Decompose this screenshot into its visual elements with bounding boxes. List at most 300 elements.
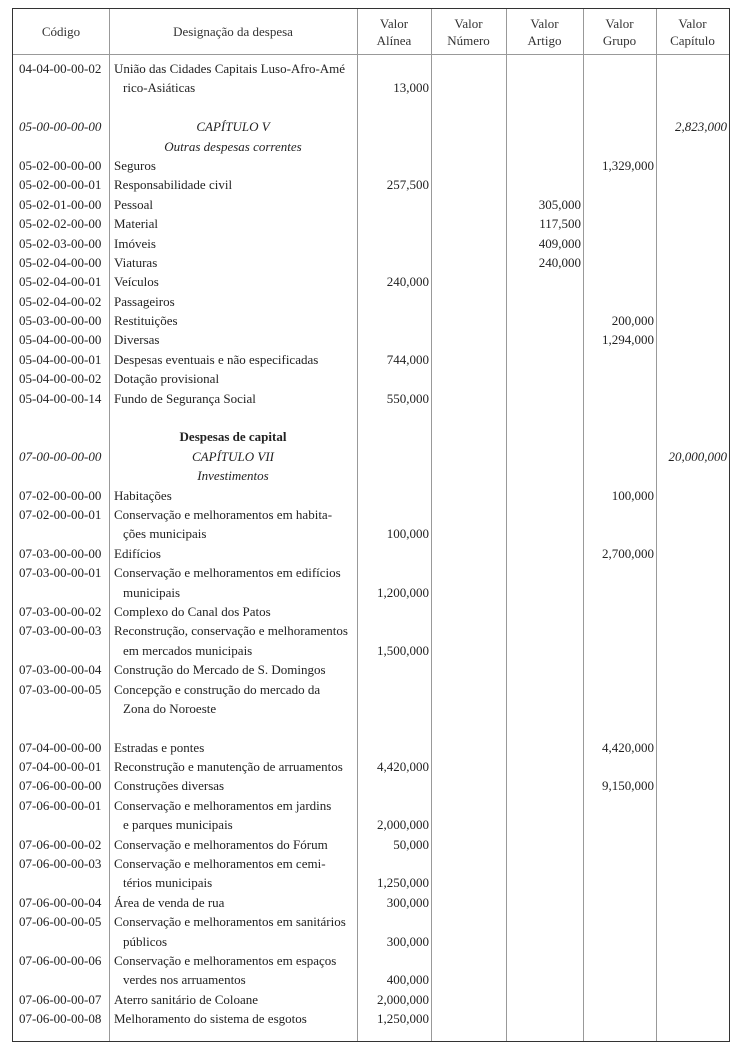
cell-grupo — [583, 583, 656, 602]
cell-alinea — [357, 776, 431, 795]
cell-code — [13, 873, 109, 892]
cell-alinea: 1,250,000 — [377, 875, 429, 891]
cell-alinea — [357, 447, 431, 466]
table-row — [13, 951, 729, 970]
cell-code — [13, 137, 109, 156]
cell-grupo — [583, 234, 656, 253]
cell-alinea — [357, 311, 431, 330]
cell-numero — [431, 311, 506, 330]
cell-desc: CAPÍTULO VII — [192, 448, 274, 464]
header-valor-grupo: Valor Grupo — [602, 15, 637, 48]
cell-code: 05-02-03-00-00 — [19, 235, 102, 251]
cell-numero — [431, 330, 506, 349]
table-row — [13, 369, 729, 388]
cell-code: 07-06-00-00-07 — [19, 991, 102, 1007]
table-row — [13, 195, 729, 214]
cell-capitulo — [656, 330, 729, 349]
cell-artigo — [506, 350, 583, 369]
table-row — [13, 583, 729, 602]
header-codigo: Código — [41, 24, 81, 39]
cell-desc: em mercados municipais — [123, 642, 253, 658]
cell-numero — [431, 369, 506, 388]
cell-numero — [431, 389, 506, 408]
cell-grupo — [583, 427, 656, 446]
table-row — [13, 660, 729, 679]
cell-alinea — [357, 680, 431, 699]
cell-code: 05-02-00-00-01 — [19, 177, 102, 193]
cell-code: 07-06-00-00-06 — [19, 952, 102, 968]
cell-artigo — [506, 660, 583, 679]
cell-artigo — [506, 621, 583, 640]
cell-numero — [431, 602, 506, 621]
cell-grupo — [583, 602, 656, 621]
cell-alinea: 550,000 — [386, 390, 429, 406]
cell-artigo — [506, 990, 583, 1009]
cell-alinea: 300,000 — [386, 933, 429, 949]
table-row — [13, 234, 729, 253]
cell-code: 05-02-04-00-01 — [19, 274, 102, 290]
cell-capitulo — [656, 427, 729, 446]
cell-desc: Conservação e melhoramentos em espaços — [114, 952, 337, 968]
cell-artigo — [506, 796, 583, 815]
cell-capitulo — [656, 524, 729, 543]
cell-grupo — [583, 137, 656, 156]
cell-numero — [431, 873, 506, 892]
cell-desc: União das Cidades Capitais Luso-Afro-Amé — [114, 61, 346, 76]
table-row — [13, 486, 729, 505]
cell-desc: Fundo de Segurança Social — [114, 390, 256, 406]
cell-artigo — [506, 330, 583, 349]
cell-code: 05-03-00-00-00 — [19, 313, 102, 329]
cell-desc: Despesas eventuais e não especificadas — [114, 351, 319, 367]
cell-artigo — [506, 447, 583, 466]
cell-desc: Aterro sanitário de Coloane — [114, 991, 259, 1007]
cell-grupo — [583, 873, 656, 892]
cell-alinea — [357, 486, 431, 505]
table-body — [13, 59, 729, 1029]
cell-numero — [431, 292, 506, 311]
cell-desc: e parques municipais — [123, 817, 233, 833]
cell-alinea: 1,500,000 — [377, 642, 429, 658]
table-header — [13, 9, 729, 55]
cell-grupo — [583, 466, 656, 485]
cell-desc: rico-Asiáticas — [123, 80, 196, 96]
cell-alinea: 100,000 — [386, 526, 429, 542]
cell-desc: Conservação e melhoramentos em jardins — [114, 797, 332, 813]
cell-capitulo — [656, 234, 729, 253]
cell-alinea — [357, 854, 431, 873]
cell-grupo: 4,420,000 — [602, 739, 654, 755]
cell-code: 05-00-00-00-00 — [19, 119, 102, 135]
cell-desc: municipais — [123, 584, 181, 600]
cell-code: 05-04-00-00-02 — [19, 371, 102, 387]
cell-numero — [431, 117, 506, 136]
cell-alinea — [357, 621, 431, 640]
cell-alinea — [357, 602, 431, 621]
cell-artigo — [506, 311, 583, 330]
cell-artigo — [506, 59, 583, 78]
cell-numero — [431, 505, 506, 524]
cell-capitulo — [656, 757, 729, 776]
cell-desc: Estradas e pontes — [114, 739, 205, 755]
cell-desc: Material — [114, 216, 159, 232]
cell-grupo — [583, 524, 656, 543]
cell-desc: Conservação e melhoramentos em edifícios — [114, 565, 341, 581]
cell-capitulo — [656, 563, 729, 582]
cell-artigo — [506, 602, 583, 621]
cell-capitulo — [656, 738, 729, 757]
cell-numero — [431, 137, 506, 156]
cell-desc: Reconstrução e manutenção de arruamentos — [114, 759, 343, 775]
cell-alinea: 400,000 — [386, 972, 429, 988]
cell-code: 05-02-00-00-00 — [19, 157, 102, 173]
cell-alinea — [357, 195, 431, 214]
cell-grupo — [583, 369, 656, 388]
cell-grupo — [583, 447, 656, 466]
table-row — [13, 738, 729, 757]
cell-numero — [431, 253, 506, 272]
cell-grupo — [583, 815, 656, 834]
cell-capitulo — [656, 156, 729, 175]
cell-grupo: 1,329,000 — [602, 157, 654, 173]
cell-capitulo — [656, 699, 729, 718]
cell-artigo — [506, 98, 583, 117]
cell-alinea: 744,000 — [386, 351, 429, 367]
cell-desc: Conservação e melhoramentos do Fórum — [114, 836, 328, 852]
cell-numero — [431, 408, 506, 427]
cell-code: 07-03-00-00-05 — [19, 681, 102, 697]
cell-alinea: 257,500 — [386, 177, 429, 193]
cell-numero — [431, 466, 506, 485]
cell-capitulo — [656, 951, 729, 970]
cell-grupo — [583, 641, 656, 660]
cell-capitulo — [656, 98, 729, 117]
cell-alinea — [357, 466, 431, 485]
cell-desc: Passageiros — [114, 293, 175, 309]
cell-capitulo — [656, 292, 729, 311]
cell-numero — [431, 447, 506, 466]
cell-capitulo — [656, 195, 729, 214]
cell-desc: Habitações — [114, 487, 172, 503]
cell-grupo — [583, 699, 656, 718]
cell-numero — [431, 796, 506, 815]
cell-desc: Construção do Mercado de S. Domingos — [114, 662, 326, 678]
cell-desc: Melhoramento do sistema de esgotos — [114, 1011, 307, 1027]
table-row — [13, 641, 729, 660]
table-row — [13, 214, 729, 233]
cell-artigo — [506, 272, 583, 291]
cell-code: 05-04-00-00-00 — [19, 332, 102, 348]
table-row — [13, 796, 729, 815]
cell-alinea — [357, 718, 431, 737]
cell-code: 07-03-00-00-01 — [19, 565, 102, 581]
cell-artigo — [506, 369, 583, 388]
cell-numero — [431, 78, 506, 97]
table-row — [13, 117, 729, 136]
cell-desc: Edifícios — [114, 545, 161, 561]
cell-numero — [431, 835, 506, 854]
cell-desc: Diversas — [114, 332, 160, 348]
cell-alinea — [357, 59, 431, 78]
cell-grupo — [583, 1009, 656, 1028]
cell-code — [13, 932, 109, 951]
cell-desc: Pessoal — [114, 196, 153, 212]
cell-alinea — [357, 330, 431, 349]
cell-capitulo — [656, 990, 729, 1009]
cell-artigo — [506, 854, 583, 873]
cell-artigo — [506, 1009, 583, 1028]
cell-capitulo — [656, 544, 729, 563]
cell-numero — [431, 932, 506, 951]
table-row — [13, 156, 729, 175]
cell-alinea — [357, 253, 431, 272]
header-valor-artigo: Valor Artigo — [527, 15, 562, 48]
cell-grupo — [583, 350, 656, 369]
cell-capitulo — [656, 1009, 729, 1028]
cell-numero — [431, 776, 506, 795]
cell-desc: Área de venda de rua — [114, 894, 225, 910]
cell-artigo — [506, 912, 583, 931]
table-row — [13, 932, 729, 951]
cell-alinea: 13,000 — [393, 80, 429, 96]
cell-code: 07-06-00-00-00 — [19, 778, 102, 794]
cell-grupo — [583, 757, 656, 776]
header-valor-capitulo: Valor Capítulo — [670, 15, 715, 48]
cell-code: 05-02-04-00-00 — [19, 254, 102, 270]
cell-artigo — [506, 699, 583, 718]
cell-artigo — [506, 680, 583, 699]
table-row — [13, 854, 729, 873]
cell-artigo: 117,500 — [539, 216, 581, 232]
cell-desc: Concepção e construção do mercado da — [114, 681, 321, 697]
cell-capitulo — [656, 369, 729, 388]
cell-grupo — [583, 660, 656, 679]
cell-alinea: 1,200,000 — [377, 584, 429, 600]
cell-artigo — [506, 776, 583, 795]
cell-artigo — [506, 389, 583, 408]
cell-alinea: 240,000 — [386, 274, 429, 290]
cell-numero — [431, 563, 506, 582]
cell-numero — [431, 156, 506, 175]
cell-grupo — [583, 835, 656, 854]
cell-numero — [431, 427, 506, 446]
table-row — [13, 447, 729, 466]
header-designacao: Designação da despesa — [173, 24, 293, 39]
cell-numero — [431, 98, 506, 117]
cell-alinea — [357, 98, 431, 117]
cell-code: 07-03-00-00-02 — [19, 603, 102, 619]
cell-desc: CAPÍTULO V — [196, 119, 270, 135]
cell-code — [13, 78, 109, 97]
cell-desc: Conservação e melhoramentos em sanitários — [114, 914, 346, 930]
cell-code: 07-06-00-00-05 — [19, 914, 102, 930]
table-row — [13, 776, 729, 795]
cell-artigo — [506, 738, 583, 757]
cell-code: 07-03-00-00-00 — [19, 545, 102, 561]
cell-alinea — [357, 544, 431, 563]
cell-numero — [431, 175, 506, 194]
table-row — [13, 912, 729, 931]
cell-code: 07-02-00-00-00 — [19, 487, 102, 503]
cell-capitulo — [656, 505, 729, 524]
cell-code: 07-06-00-00-01 — [19, 797, 102, 813]
cell-artigo: 240,000 — [538, 254, 581, 270]
cell-capitulo — [656, 272, 729, 291]
cell-code: 07-04-00-00-01 — [19, 759, 102, 775]
cell-artigo — [506, 641, 583, 660]
cell-code: 07-02-00-00-01 — [19, 506, 102, 522]
cell-code: 04-04-00-00-02 — [19, 61, 102, 76]
cell-alinea: 50,000 — [393, 836, 429, 852]
cell-desc: Seguros — [114, 157, 156, 173]
table-row — [13, 78, 729, 97]
table-row — [13, 621, 729, 640]
cell-alinea — [357, 234, 431, 253]
cell-desc: Construções diversas — [114, 778, 225, 794]
cell-grupo — [583, 214, 656, 233]
cell-grupo — [583, 175, 656, 194]
table-row — [13, 970, 729, 989]
cell-code: 07-06-00-00-04 — [19, 894, 102, 910]
cell-grupo: 1,294,000 — [602, 332, 654, 348]
cell-capitulo — [656, 175, 729, 194]
cell-artigo — [506, 970, 583, 989]
table-row — [13, 408, 729, 427]
cell-alinea: 1,250,000 — [377, 1011, 429, 1027]
cell-desc: Responsabilidade civil — [114, 177, 233, 193]
cell-code: 07-03-00-00-03 — [19, 623, 102, 639]
table-row — [13, 253, 729, 272]
cell-alinea — [357, 408, 431, 427]
cell-desc: Zona do Noroeste — [123, 700, 217, 716]
cell-numero — [431, 1009, 506, 1028]
table-row — [13, 175, 729, 194]
cell-alinea — [357, 563, 431, 582]
table-row — [13, 990, 729, 1009]
cell-capitulo — [656, 59, 729, 78]
cell-capitulo — [656, 932, 729, 951]
cell-code — [13, 699, 109, 718]
cell-grupo — [583, 59, 656, 78]
cell-capitulo: 2,823,000 — [675, 119, 727, 135]
cell-numero — [431, 912, 506, 931]
cell-code — [13, 408, 109, 427]
cell-alinea: 4,420,000 — [377, 759, 429, 775]
cell-grupo — [583, 621, 656, 640]
cell-capitulo — [656, 214, 729, 233]
cell-artigo — [506, 78, 583, 97]
cell-capitulo — [656, 854, 729, 873]
cell-code — [13, 427, 109, 446]
table-row — [13, 815, 729, 834]
expense-table — [12, 8, 730, 1042]
cell-code: 05-02-01-00-00 — [19, 196, 102, 212]
cell-grupo — [583, 272, 656, 291]
cell-capitulo — [656, 718, 729, 737]
header-valor-alinea: Valor Alínea — [376, 15, 412, 48]
cell-desc: térios municipais — [123, 875, 213, 891]
cell-numero — [431, 680, 506, 699]
table-row — [13, 757, 729, 776]
cell-capitulo — [656, 815, 729, 834]
cell-numero — [431, 718, 506, 737]
cell-capitulo — [656, 602, 729, 621]
cell-artigo — [506, 815, 583, 834]
cell-desc — [109, 98, 357, 117]
cell-desc: ções municipais — [123, 526, 207, 542]
cell-desc — [109, 718, 357, 737]
cell-numero — [431, 699, 506, 718]
table-row — [13, 292, 729, 311]
cell-artigo — [506, 583, 583, 602]
cell-code — [13, 466, 109, 485]
cell-alinea — [357, 951, 431, 970]
cell-capitulo — [656, 970, 729, 989]
cell-desc: Reconstrução, conservação e melhoramentos — [114, 623, 348, 639]
table-row — [13, 680, 729, 699]
cell-numero — [431, 621, 506, 640]
cell-capitulo: 20,000,000 — [668, 448, 727, 464]
cell-numero — [431, 234, 506, 253]
cell-artigo — [506, 408, 583, 427]
cell-capitulo — [656, 466, 729, 485]
table-row — [13, 563, 729, 582]
cell-alinea: 2,000,000 — [377, 817, 429, 833]
cell-numero — [431, 59, 506, 78]
cell-desc: Dotação provisional — [114, 371, 220, 387]
cell-artigo — [506, 486, 583, 505]
cell-code: 07-03-00-00-04 — [19, 662, 102, 678]
cell-code: 07-06-00-00-03 — [19, 856, 102, 872]
cell-alinea — [357, 137, 431, 156]
cell-capitulo — [656, 137, 729, 156]
cell-code: 05-04-00-00-01 — [19, 351, 102, 367]
table-row — [13, 1009, 729, 1028]
cell-capitulo — [656, 835, 729, 854]
cell-grupo — [583, 292, 656, 311]
cell-numero — [431, 350, 506, 369]
cell-capitulo — [656, 912, 729, 931]
cell-code — [13, 970, 109, 989]
cell-grupo — [583, 912, 656, 931]
cell-grupo — [583, 680, 656, 699]
header-valor-numero: Valor Número — [447, 15, 490, 48]
cell-code — [13, 815, 109, 834]
cell-numero — [431, 214, 506, 233]
cell-capitulo — [656, 389, 729, 408]
cell-desc: Restituições — [114, 313, 178, 329]
cell-capitulo — [656, 78, 729, 97]
cell-alinea — [357, 505, 431, 524]
cell-capitulo — [656, 621, 729, 640]
cell-artigo — [506, 893, 583, 912]
cell-numero — [431, 641, 506, 660]
table-row — [13, 602, 729, 621]
cell-artigo: 409,000 — [538, 235, 581, 251]
table-row — [13, 524, 729, 543]
cell-artigo — [506, 544, 583, 563]
cell-code: 07-00-00-00-00 — [19, 448, 102, 464]
cell-alinea — [357, 427, 431, 446]
cell-alinea: 300,000 — [386, 894, 429, 910]
cell-capitulo — [656, 873, 729, 892]
cell-numero — [431, 660, 506, 679]
cell-alinea: 2,000,000 — [377, 991, 429, 1007]
cell-code: 07-04-00-00-00 — [19, 739, 102, 755]
cell-capitulo — [656, 311, 729, 330]
cell-alinea — [357, 117, 431, 136]
cell-grupo — [583, 253, 656, 272]
